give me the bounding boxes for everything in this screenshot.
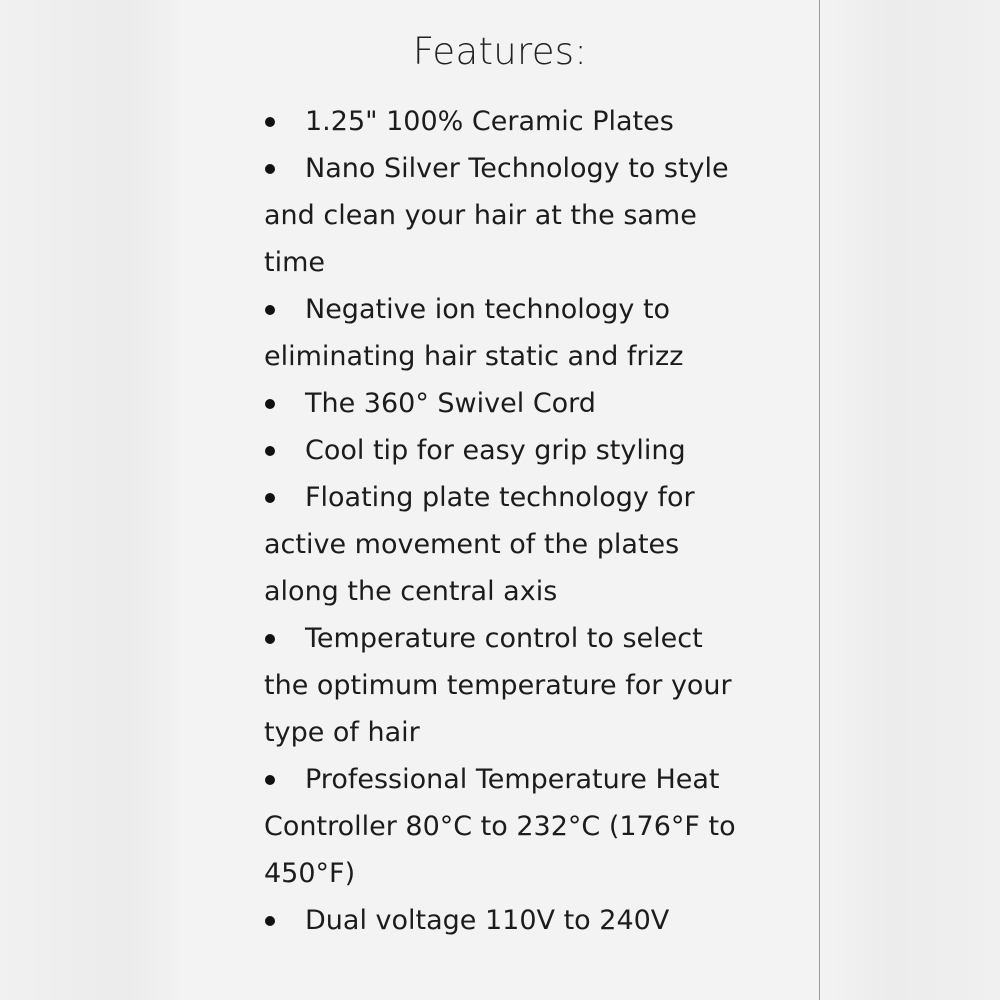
right-background [820, 0, 1000, 1000]
feature-text: 1.25" 100% Ceramic Plates [305, 106, 674, 137]
feature-text: Temperature control to select the optimum temperature for your type of hair [264, 623, 732, 748]
feature-item [264, 474, 744, 615]
features-heading: Features: [412, 30, 588, 73]
feature-list [264, 98, 744, 944]
bullet-icon [265, 305, 275, 315]
feature-item [264, 615, 744, 756]
bullet-icon [265, 634, 275, 644]
feature-item [264, 897, 744, 944]
feature-item [264, 98, 744, 145]
feature-text: Dual voltage 110V to 240V [305, 905, 670, 936]
feature-item [264, 427, 744, 474]
feature-text: Cool tip for easy grip styling [305, 435, 686, 466]
features-panel [185, 0, 820, 1000]
feature-text: Floating plate technology for active movement of the plates along the central axis [264, 482, 695, 607]
bullet-icon [265, 399, 275, 409]
feature-item [264, 756, 744, 897]
bullet-icon [265, 493, 275, 503]
feature-text: Negative ion technology to eliminating hair static and frizz [264, 294, 684, 372]
bullet-icon [265, 446, 275, 456]
bullet-icon [265, 916, 275, 926]
feature-text: The 360° Swivel Cord [305, 388, 596, 419]
bullet-icon [265, 164, 275, 174]
feature-item [264, 286, 744, 380]
feature-item [264, 380, 744, 427]
bullet-icon [265, 117, 275, 127]
feature-text: Professional Temperature Heat Controller 80°C to 232°C (176°F to 450°F) [264, 764, 736, 889]
feature-item [264, 145, 744, 286]
left-background [0, 0, 185, 1000]
bullet-icon [265, 775, 275, 785]
feature-text: Nano Silver Technology to style and clean your hair at the same time [264, 153, 729, 278]
